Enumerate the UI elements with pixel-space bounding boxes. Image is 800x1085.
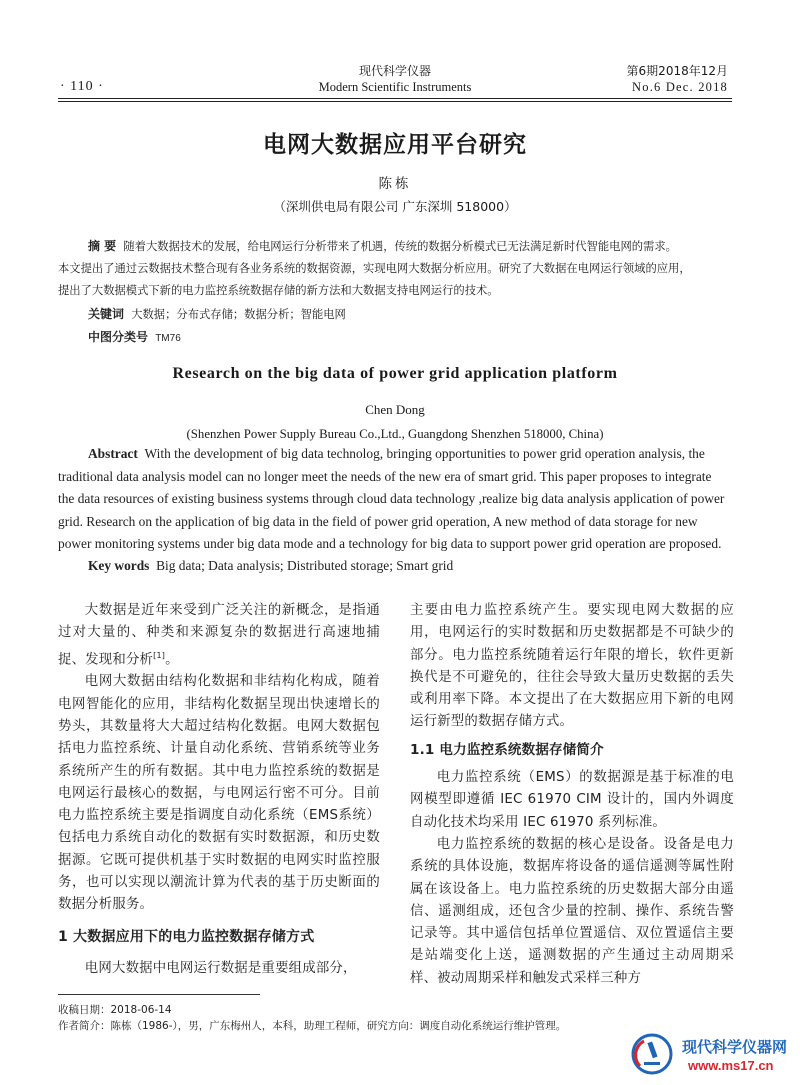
microscope-logo-icon (630, 1032, 674, 1078)
body-paragraph (58, 600, 380, 671)
abstract-en-line: traditional data analysis model can no longer meet the needs of the new era of smart grid. This paper proposes to integrate (58, 468, 712, 484)
keywords-cn-label: 关键词 (88, 307, 125, 321)
abstract-cn-label: 摘 要 (88, 239, 117, 253)
abstract-cn-line: 本文提出了通过云数据技术整合现有各业务系统的数据资源，实现电网大数据分析应用。研究了大数据在电网运行领域的应用， (58, 262, 691, 275)
author-cn: 陈栋 (378, 176, 412, 192)
abstract-en-label: Abstract (88, 446, 138, 461)
keywords-cn-text: 大数据；分布式存储；数据分析；智能电网 (131, 308, 346, 321)
footnote-received: 收稿日期：2018-06-14 (58, 1004, 172, 1016)
issue-cn: 第6期2018年12月 (626, 64, 728, 78)
abstract-cn (58, 235, 734, 302)
author-en: Chen Dong (365, 402, 425, 417)
abstract-en-line: the data resources of existing business systems through cloud data technology ,realize big data analysis application of power (58, 491, 725, 507)
keywords-en-label: Key words (88, 558, 150, 573)
citation-ref: [1] (153, 650, 166, 660)
affiliation-cn: （深圳供电局有限公司 广东深圳 518000） (273, 199, 517, 214)
body-paragraph: 电力监控系统（EMS）的数据源是基于标准的电网模型即遵循 IEC 61970 CIM 设计的，国内外调度自动化技术均采用 IEC 61970 系列标准。 (410, 770, 734, 830)
paper-title-en: Research on the big data of power grid application platform (172, 365, 618, 382)
classification-label: 中图分类号 (88, 330, 149, 344)
header-rule-thin (58, 101, 732, 102)
keywords-en-text: Big data; Data analysis; Distributed storage; Smart grid (156, 558, 454, 573)
body-paragraph: 电力监控系统的数据的核心是设备。设备是电力系统的具体设施，数据库将设备的遥信遥测等属性附属在该设备上。电力监控系统的历史数据大部分由遥信、遥测组成，还包含少量的控制、操作、系统告警记录等。其中遥信包括单位置遥信、双位置遥信主要是站端变化上送，遥测数据的产生通过主动周期采样、被动周期采样和触发式采样三种方 (410, 836, 734, 986)
section-heading: 1.1 电力监控系统数据存储简介 (410, 741, 604, 758)
abstract-en-line: grid. Research on the application of big data in the field of power grid operation, A new method of data storage for new (58, 513, 698, 529)
right-column (410, 600, 734, 990)
abstract-cn-line: 随着大数据技术的发展，给电网运行分析带来了机遇，传统的数据分析模式已无法满足新时代智能电网的需求。 (123, 240, 677, 253)
paragraph-text: 。 (165, 652, 179, 668)
keywords-en (88, 555, 453, 578)
footnote-author-bio: 作者简介：陈栋（1986-），男，广东梅州人，本科，助理工程师，研究方向：调度自动化系统运行维护管理。 (58, 1020, 567, 1032)
body-paragraph: 主要由电力监控系统产生。要实现电网大数据的应用，电网运行的实时数据和历史数据都是不可缺少的部分。电力监控系统随着运行年限的增长，软件更新换代是不可避免的，往往会导致大量历史数据的丢失或利用率下降。本文提出了在大数据应用下新的电网运行新型的数据存储方式。 (410, 603, 734, 730)
classification-code: TM76 (155, 333, 181, 344)
body-paragraph: 电网大数据中电网运行数据是重要组成部分， (84, 960, 357, 976)
abstract-en (58, 443, 736, 556)
abstract-en-line: With the development of big data technolog, bringing opportunities to power grid operation analysis, the (144, 446, 705, 461)
footnote-rule (58, 994, 260, 995)
watermark (630, 1030, 796, 1082)
watermark-url: www.ms17.cn (688, 1058, 774, 1073)
section-heading: 1 大数据应用下的电力监控数据存储方式 (58, 928, 315, 945)
abstract-cn-line: 提出了大数据模式下新的电力监控系统数据存储的新方法和大数据支持电网运行的技术。 (58, 284, 499, 297)
journal-name-en: Modern Scientific Instruments (318, 80, 472, 94)
body-paragraph: 电网大数据由结构化数据和非结构化构成，随着电网智能化的应用，非结构化数据呈现出快速增长的势头，其数量将大大超过结构化数据。电网大数据包括电力监控系统、计量自动化系统、营销系统等业务系统所产生的所有数据。其中电力监控系统的数据是电网运行最核心的数据，与电网运行密不可分。目前电力监控系统主要是指调度自动化系统（EMS系统）包括电力系统自动化的数据有实时数据源，和历史数据源。它既可提供机基于实时数据的电网实时监控服务，也可以实现以潮流计算为代表的基于历史断面的数据分析服务。 (58, 674, 380, 913)
abstract-en-line: power monitoring systems under big data mode and a technology for big data to support power grid operation are proposed. (58, 536, 722, 552)
page-number: · 110 · (60, 79, 104, 94)
classification (88, 328, 181, 345)
journal-name-cn: 现代科学仪器 (358, 64, 431, 78)
keywords-cn (88, 305, 346, 322)
paragraph-text: 大数据是近年来受到广泛关注的新概念，是指通过对大量的、种类和来源复杂的数据进行高速地捕捉、发现和分析 (58, 603, 380, 668)
left-column (58, 600, 380, 980)
watermark-cn: 现代科学仪器网 (682, 1038, 788, 1056)
issue-en: No.6 Dec. 2018 (632, 80, 728, 94)
header-rule (58, 98, 732, 99)
affiliation-en: (Shenzhen Power Supply Bureau Co.,Ltd., Guangdong Shenzhen 518000, China) (186, 427, 604, 441)
paper-title-cn: 电网大数据应用平台研究 (263, 132, 527, 158)
